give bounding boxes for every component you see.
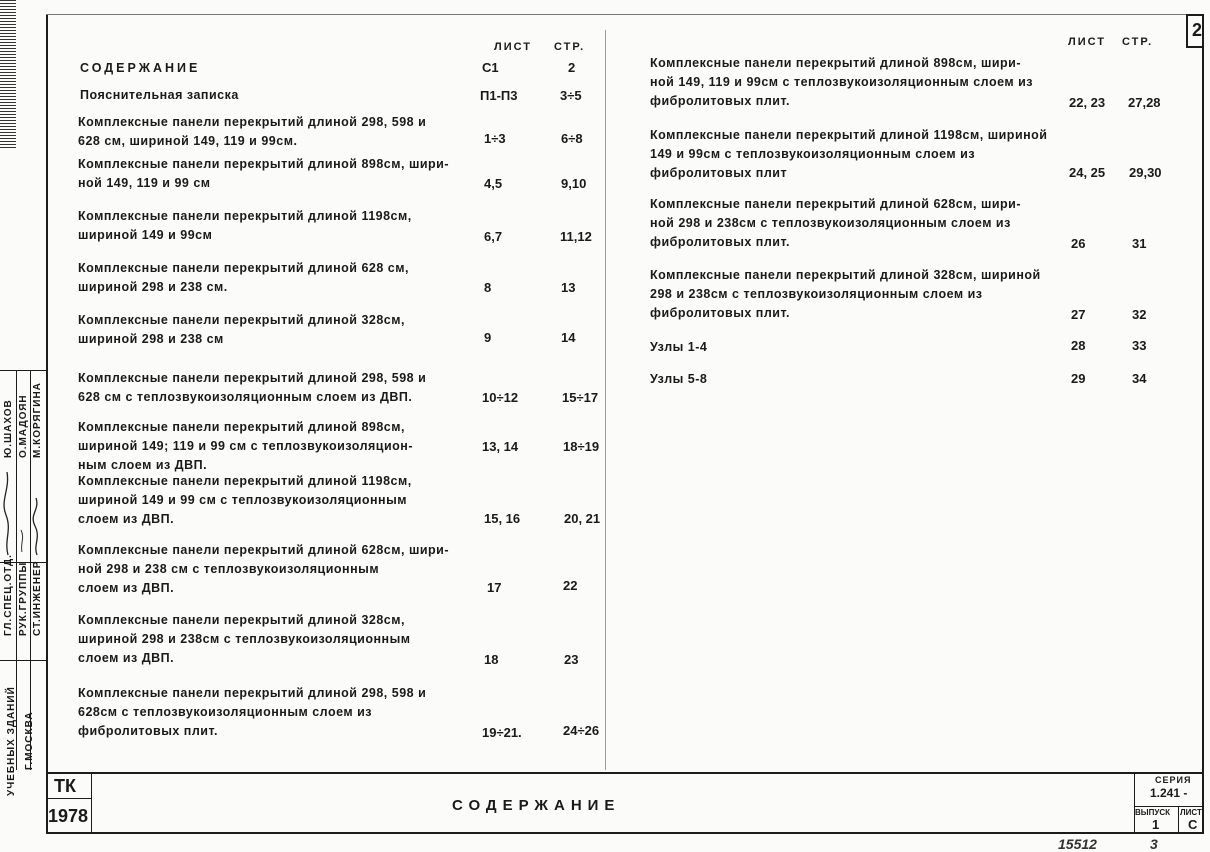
- left-row-desc: Комплексные панели перекрытий длиной 628 см, шириной 298 и 238 см.: [78, 261, 409, 294]
- frame-left-border: [46, 14, 48, 834]
- stamp-code-box-divider: [46, 798, 92, 799]
- left-row-desc: Комплексные панели перекрытий длиной 298, 598 и 628см с теплозвукоизоляционным слоем из фибролитовых плит.: [78, 686, 427, 738]
- side-institute-2: Г.МОСКВА: [24, 711, 35, 770]
- right-sheet-header: ЛИСТ: [1068, 36, 1107, 48]
- stamp-sheet-label: ЛИСТ: [1180, 808, 1202, 817]
- left-row-sheet: 18: [484, 652, 499, 667]
- contents-sheet: С1: [482, 60, 499, 75]
- left-row-page: 22: [563, 578, 578, 593]
- stamp-code-box-right: [91, 774, 92, 832]
- side-role-2: РУК.ГРУППЫ: [18, 561, 29, 636]
- left-row-desc: Комплексные панели перекрытий длиной 298, 598 и 628 см с теплозвукоизоляционным слоем из ДВП.: [78, 371, 427, 404]
- left-sheet-header: ЛИСТ: [494, 41, 533, 53]
- frame-top-border: [46, 14, 1196, 15]
- series-box-left: [1134, 774, 1135, 832]
- left-row-page: 11,12: [560, 229, 592, 244]
- right-row-page: 29,30: [1129, 165, 1162, 180]
- left-row-sheet: 9: [484, 330, 492, 345]
- stamp-code-year: 1978: [48, 806, 89, 826]
- left-row-page: 3÷5: [560, 88, 582, 103]
- footer-archive-number: 15512: [1058, 836, 1097, 852]
- left-row-sheet: 1÷3: [484, 131, 506, 146]
- left-row-desc: Комплексные панели перекрытий длиной 898см, шириной 149; 119 и 99 см с теплозвукоизоляцион- ным слоем из ДВП.: [78, 420, 414, 472]
- side-role-1: ГЛ.СПЕЦ.ОТД.: [3, 554, 14, 636]
- side-name-1: Ю.ШАХОВ: [3, 399, 14, 458]
- left-row-sheet: 8: [484, 280, 492, 295]
- series-label: СЕРИЯ: [1155, 775, 1192, 785]
- right-row-sheet: 22, 23: [1069, 95, 1106, 110]
- right-row-sheet: 24, 25: [1069, 165, 1106, 180]
- left-row-page: 18÷19: [563, 439, 600, 454]
- left-row-sheet: 17: [487, 580, 502, 595]
- footer-page-number: 3: [1150, 836, 1158, 852]
- right-row-sheet: 26: [1071, 236, 1086, 251]
- series-value: 1.241 -: [1150, 786, 1188, 800]
- stamp-sheet-value: С: [1188, 817, 1198, 832]
- issue-value: 1: [1152, 817, 1160, 832]
- signature-marks: [0, 460, 46, 560]
- left-row-desc: Комплексные панели перекрытий длиной 1198см, шириной 149 и 99 см с теплозвукоизоляционным слоем из ДВП.: [78, 474, 412, 526]
- left-row-sheet: 15, 16: [484, 511, 521, 526]
- frame-right-border: [1202, 14, 1204, 834]
- left-row-desc: Комплексные панели перекрытий длиной 328см, шириной 298 и 238см с теплозвукоизоляционным слоем из ДВП.: [78, 613, 411, 665]
- right-row-page: 27,28: [1128, 95, 1161, 110]
- right-row-sheet: 28: [1071, 338, 1086, 353]
- issue-box-divider: [1178, 806, 1179, 832]
- right-row-page: 33: [1132, 338, 1147, 353]
- contents-title: СОДЕРЖАНИЕ: [80, 61, 201, 75]
- stamp-code-top: ТК: [54, 776, 76, 796]
- left-row-page: 20, 21: [564, 511, 601, 526]
- right-row-desc: Узлы 1-4: [650, 340, 708, 354]
- right-row-desc: Комплексные панели перекрытий длиной 898см, шири- ной 149, 119 и 99см с теплозвукоизоляционным слоем из фибролитовых плит.: [650, 56, 1033, 108]
- side-stamp-divider-3: [0, 660, 46, 661]
- corner-sheet-number: 2: [1192, 20, 1203, 40]
- left-row-page: 24÷26: [563, 723, 600, 738]
- right-row-desc: Комплексные панели перекрытий длиной 1198см, шириной 149 и 99см с теплозвукоизоляционным слоем из фибролитовых плит: [650, 128, 1048, 180]
- left-row-desc: Комплексные панели перекрытий длиной 1198см, шириной 149 и 99см: [78, 209, 412, 242]
- left-row-page: 15÷17: [562, 390, 599, 405]
- left-row-sheet: 10÷12: [482, 390, 519, 405]
- right-row-page: 32: [1132, 307, 1147, 322]
- left-page-header: СТР.: [554, 41, 586, 53]
- column-divider: [605, 30, 606, 770]
- left-row-sheet: 6,7: [484, 229, 503, 244]
- right-row-sheet: 29: [1071, 371, 1086, 386]
- frame-bottom-border: [46, 832, 1204, 834]
- issue-label: ВЫПУСК: [1135, 808, 1170, 817]
- side-name-2: О.МАДОЯН: [18, 394, 29, 458]
- left-row-page: 9,10: [561, 176, 587, 191]
- right-row-desc: Комплексные панели перекрытий длиной 328см, шириной 298 и 238см с теплозвукоизоляционным слоем из фибролитовых плит.: [650, 268, 1041, 320]
- stamp-title: СОДЕРЖАНИЕ: [452, 797, 621, 814]
- left-row-desc: Комплексные панели перекрытий длиной 298, 598 и 628 см, шириной 149, 119 и 99см.: [78, 115, 427, 148]
- series-box-divider: [1134, 806, 1204, 807]
- left-row-page: 23: [564, 652, 579, 667]
- left-row-page: 14: [561, 330, 576, 345]
- left-row-desc: Комплексные панели перекрытий длиной 328см, шириной 298 и 238 см: [78, 313, 405, 346]
- right-row-sheet: 27: [1071, 307, 1086, 322]
- side-role-3: СТ.ИНЖЕНЕР: [32, 560, 43, 636]
- right-row-desc: Узлы 5-8: [650, 372, 708, 386]
- left-row-page: 13: [561, 280, 576, 295]
- scan-edge-strip: [0, 0, 16, 150]
- contents-page: 2: [568, 60, 576, 75]
- left-row-desc: Комплексные панели перекрытий длиной 898см, шири- ной 149, 119 и 99 см: [78, 157, 450, 190]
- left-row-sheet: 19÷21.: [482, 725, 522, 740]
- right-row-page: 31: [1132, 236, 1147, 251]
- right-row-page: 34: [1132, 371, 1147, 386]
- side-stamp-divider-1: [0, 370, 46, 371]
- side-name-3: М.КОРЯГИНА: [32, 382, 43, 458]
- side-stamp-line-2: [30, 370, 31, 770]
- left-row-desc: Комплексные панели перекрытий длиной 628см, шири- ной 298 и 238 см с теплозвукоизоляционным слоем из ДВП.: [78, 543, 450, 595]
- left-row-sheet: 13, 14: [482, 439, 519, 454]
- right-row-desc: Комплексные панели перекрытий длиной 628см, шири- ной 298 и 238см с теплозвукоизоляционным слоем из фибролитовых плит.: [650, 197, 1022, 249]
- side-institute-1: УЧЕБНЫХ ЗДАНИЙ: [6, 686, 17, 796]
- left-row-page: 6÷8: [561, 131, 583, 146]
- stamp-top-line: [46, 772, 1204, 774]
- right-page-header: СТР.: [1122, 36, 1154, 48]
- left-row-sheet: 4,5: [484, 176, 503, 191]
- left-row-sheet: П1-П3: [480, 88, 518, 103]
- left-row-desc: Пояснительная записка: [80, 88, 239, 102]
